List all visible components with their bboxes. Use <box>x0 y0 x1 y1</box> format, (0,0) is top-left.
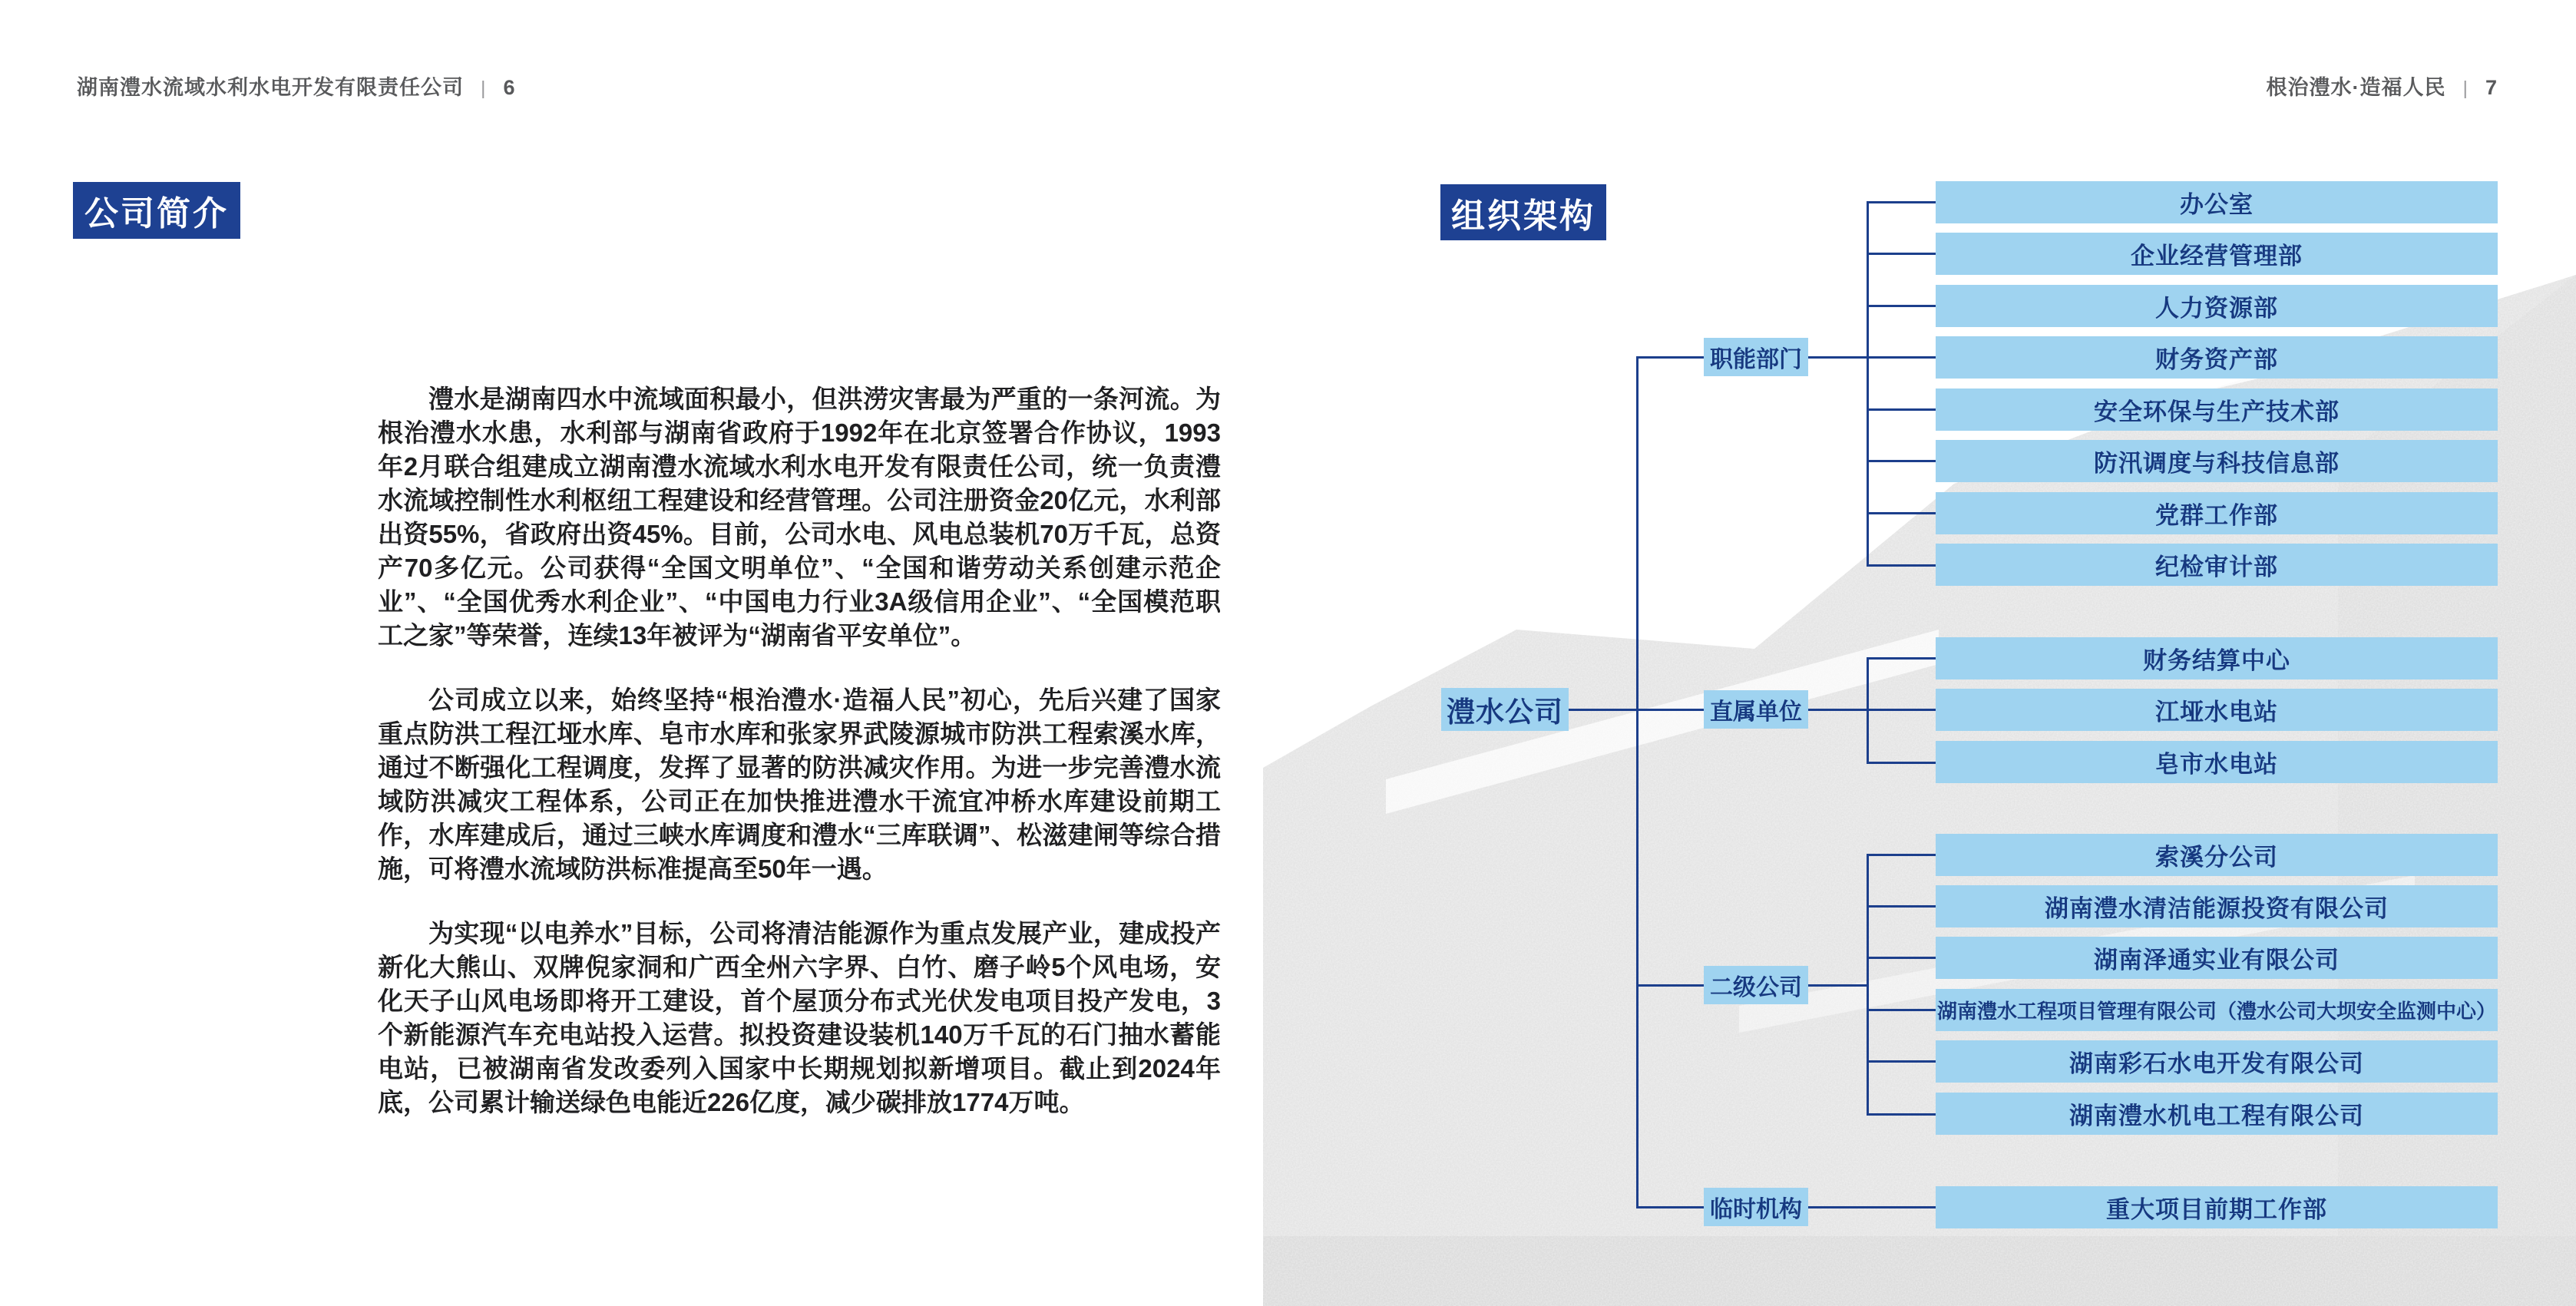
org-node-label: 党群工作部 <box>2155 502 2278 529</box>
org-node-label: 湖南澧水工程项目管理有限公司（澧水公司大坝安全监测中心） <box>1936 1000 2496 1023</box>
org-node-label: 皂市水电站 <box>2155 751 2278 778</box>
org-node-label: 湖南澧水机电工程有限公司 <box>2069 1103 2364 1129</box>
org-stub <box>1867 957 1936 959</box>
org-link <box>1808 356 1868 359</box>
org-stub <box>1867 657 1936 660</box>
section-title-company-profile <box>73 182 240 239</box>
org-stub <box>1867 1009 1936 1011</box>
company-profile-text <box>378 382 1221 1150</box>
org-category-temporary-org <box>1704 1188 1808 1226</box>
org-node <box>1936 233 2498 275</box>
org-category-label: 临时机构 <box>1710 1197 1802 1222</box>
left-page-header <box>77 71 516 101</box>
org-stub <box>1867 905 1936 908</box>
org-category-label: 二级公司 <box>1710 975 1802 1000</box>
org-node-label: 重大项目前期工作部 <box>2106 1196 2327 1223</box>
org-stub <box>1867 460 1936 462</box>
paragraph-2: 公司成立以来，始终坚持“根治澧水·造福人民”初心，先后兴建了国家重点防洪工程江垭水库、皂市水库和张家界武陵源城市防洪工程索溪水库，通过不断强化工程调度，发挥了显著的防洪减灾作用。为进一步完善澧水流域防洪减灾工程体系，公司正在加快推进澧水干流宜冲桥水库建设前期工作，水库建成后，通过三峡水库调度和澧水“三库联调”、松滋建闸等综合措施，可将澧水流域防洪标准提高至50年一遇。 <box>378 686 1221 883</box>
org-node <box>1936 885 2498 927</box>
org-node-label: 人力资源部 <box>2155 295 2278 322</box>
org-node-label: 财务结算中心 <box>2143 647 2290 674</box>
org-node-label: 湖南澧水清洁能源投资有限公司 <box>2045 895 2389 922</box>
left-page-number: 6 <box>503 76 516 99</box>
org-stub <box>1867 512 1936 514</box>
org-category-label: 职能部门 <box>1710 347 1802 372</box>
org-link <box>1808 709 1868 711</box>
org-node <box>1936 1040 2498 1083</box>
org-stub <box>1867 253 1936 255</box>
org-node <box>1936 388 2498 431</box>
org-link <box>1638 709 1704 711</box>
org-node <box>1936 492 2498 534</box>
org-node-label: 湖南彩石水电开发有限公司 <box>2069 1050 2364 1077</box>
paragraph-1: 澧水是湖南四水中流域面积最小，但洪涝灾害最为严重的一条河流。为根治澧水水患，水利部与湖南省政府于1992年在北京签署合作协议，1993年2月联合组建成立湖南澧水流域水利水电开发有限责任公司，统一负责澧水流域控制性水利枢纽工程建设和经营管理。公司注册资金20亿元，水利部出资55%，省政府出资45%。目前，公司水电、风电总装机70万千瓦，总资产70多亿元。公司获得“全国文明单位”、“全国和谐劳动关系创建示范企业”、“全国优秀水利企业”、“中国电力行业3A级信用企业”、“全国模范职工之家”等荣誉，连续13年被评为“湖南省平安单位”。 <box>378 385 1221 650</box>
section-title-org-structure <box>1440 184 1606 240</box>
org-root-box <box>1441 688 1569 731</box>
org-node-label: 财务资产部 <box>2155 346 2278 373</box>
org-node-label: 防汛调度与科技信息部 <box>2094 450 2340 477</box>
org-stub <box>1867 564 1936 567</box>
org-stub <box>1867 1113 1936 1116</box>
org-node <box>1936 834 2498 876</box>
header-separator: | <box>2462 78 2469 99</box>
org-link <box>1638 1206 1704 1208</box>
org-category-functional-depts <box>1704 338 1808 376</box>
company-name: 湖南澧水流域水利水电开发有限责任公司 <box>77 76 464 99</box>
org-stub <box>1867 1060 1936 1063</box>
paragraph-3: 为实现“以电养水”目标，公司将清洁能源作为重点发展产业，建成投产新化大熊山、双牌倪家洞和广西全州六字界、白竹、磨子岭5个风电场，安化天子山风电场即将开工建设，首个屋顶分布式光伏发电项目投产发电，3个新能源汽车充电站投入运营。拟投资建设装机140万千瓦的石门抽水蓄能电站，已被湖南省发改委列入国家中长期规划拟新增项目。截止到2024年底，公司累计输送绿色电能近226亿度，减少碳排放1774万吨。 <box>378 919 1221 1116</box>
org-node <box>1936 285 2498 327</box>
section-title-text: 组织架构 <box>1451 197 1596 235</box>
org-node <box>1936 741 2498 783</box>
org-link <box>1638 984 1704 987</box>
org-node <box>1936 989 2498 1031</box>
org-node <box>1936 544 2498 586</box>
org-trunk-line <box>1636 356 1639 1208</box>
org-node <box>1936 689 2498 731</box>
org-category-label: 直属单位 <box>1710 699 1802 725</box>
org-node-label: 办公室 <box>2180 191 2254 218</box>
org-category-direct-units <box>1704 690 1808 729</box>
header-separator: | <box>481 78 487 99</box>
org-stub <box>1867 709 1936 711</box>
org-root-label: 澧水公司 <box>1447 696 1563 728</box>
org-node-label: 纪检审计部 <box>2155 554 2278 580</box>
section-title-text: 公司简介 <box>84 195 229 233</box>
org-node <box>1936 336 2498 379</box>
org-stub <box>1867 762 1936 764</box>
org-stub <box>1867 305 1936 307</box>
org-stub <box>1867 408 1936 411</box>
org-node <box>1936 440 2498 482</box>
org-stub <box>1867 356 1936 359</box>
org-node-label: 安全环保与生产技术部 <box>2094 398 2340 425</box>
right-page-header <box>2266 71 2498 101</box>
org-stub <box>1867 854 1936 856</box>
org-link <box>1808 1206 1936 1208</box>
org-stub <box>1867 201 1936 203</box>
org-node <box>1936 1093 2498 1135</box>
org-node <box>1936 937 2498 979</box>
org-node-label: 湖南泽通实业有限公司 <box>2094 947 2340 974</box>
org-node-label: 企业经营管理部 <box>2131 243 2303 269</box>
org-link <box>1638 356 1704 359</box>
slogan: 根治澧水·造福人民 <box>2266 76 2446 99</box>
org-root-link <box>1569 709 1638 711</box>
org-node-label: 索溪分公司 <box>2155 844 2278 871</box>
org-link <box>1808 984 1868 987</box>
org-node <box>1936 1186 2498 1228</box>
org-node-label: 江垭水电站 <box>2155 699 2278 726</box>
org-category-subsidiaries <box>1704 966 1808 1004</box>
org-node <box>1936 637 2498 679</box>
right-page-number: 7 <box>2485 76 2498 99</box>
org-bracket <box>1867 854 1869 1116</box>
org-node <box>1936 181 2498 223</box>
